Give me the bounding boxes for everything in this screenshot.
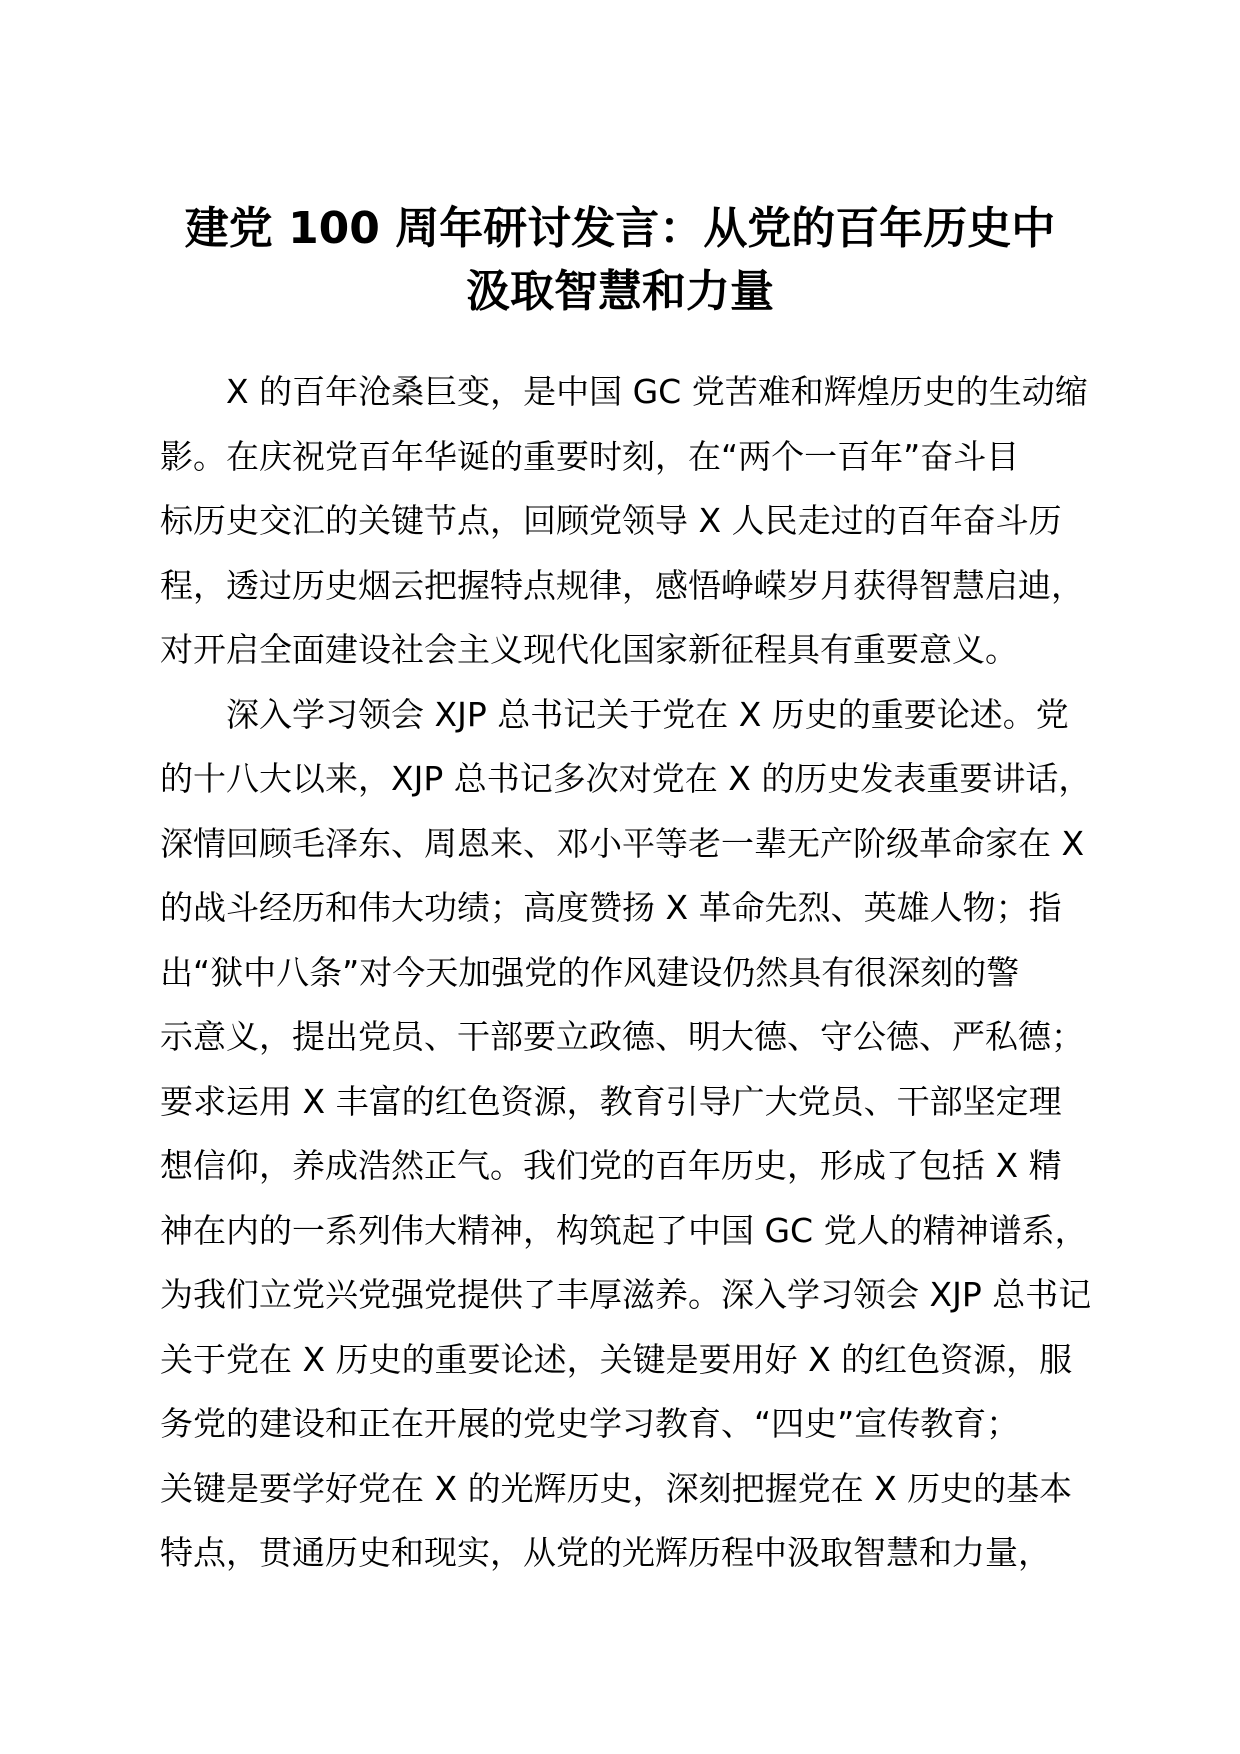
text-line: 深情回顾毛泽东、周恩来、邓小平等老一辈无产阶级革命家在 X <box>160 823 1085 863</box>
text-line: 的战斗经历和伟大功绩；高度赞扬 X 革命先烈、英雄人物；指 <box>160 888 1062 927</box>
document-title-line-1: 建党 100 周年研讨发言：从党的百年历史中 <box>184 203 1056 254</box>
document-body <box>160 360 1120 1586</box>
text-line: 关键是要学好党在 X 的光辉历史，深刻把握党在 X 历史的基本 <box>160 1468 1073 1508</box>
text-line: 要求运用 X 丰富的红色资源，教育引导广大党员、干部坚定理 <box>160 1081 1062 1121</box>
text-line: 出“狱中八条”对今天加强党的作风建设仍然具有很深刻的警 <box>160 952 1020 992</box>
text-line: 标历史交汇的关键节点，回顾党领导 X 人民走过的百年奋斗历 <box>160 501 1062 540</box>
text-line: 为我们立党兴党强党提供了丰厚滋养。深入学习领会 XJP 总书记 <box>160 1275 1092 1314</box>
text-line: 神在内的一系列伟大精神，构筑起了中国 GC 党人的精神谱系， <box>160 1210 1088 1250</box>
document-title-line-2: 汲取智慧和力量 <box>466 266 774 317</box>
text-line: 的十八大以来，XJP 总书记多次对党在 X 的历史发表重要讲话， <box>160 759 1092 798</box>
text-line: 影。在庆祝党百年华诞的重要时刻，在“两个一百年”奋斗目 <box>160 436 1020 476</box>
text-line: 示意义，提出党员、干部要立政德、明大德、守公德、严私德； <box>160 1017 1084 1056</box>
text-line: 关于党在 X 历史的重要论述，关键是要用好 X 的红色资源，服 <box>160 1339 1073 1379</box>
text-line: 程，透过历史烟云把握特点规律，感悟峥嵘岁月获得智慧启迪， <box>160 565 1084 605</box>
text-line: 想信仰，养成浩然正气。我们党的百年历史，形成了包括 X 精 <box>160 1146 1062 1185</box>
paragraph-1 <box>160 360 1120 683</box>
text-line: 深入学习领会 XJP 总书记关于党在 X 历史的重要论述。党 <box>226 694 1069 734</box>
text-line: 对开启全面建设社会主义现代化国家新征程具有重要意义。 <box>160 630 1018 669</box>
text-line: 特点，贯通历史和现实，从党的光辉历程中汲取智慧和力量， <box>160 1533 1051 1572</box>
text-line: 务党的建设和正在开展的党史学习教育、“四史”宣传教育； <box>160 1404 1020 1443</box>
paragraph-2 <box>160 683 1120 1586</box>
text-line: X 的百年沧桑巨变，是中国 GC 党苦难和辉煌历史的生动缩 <box>226 372 1088 411</box>
